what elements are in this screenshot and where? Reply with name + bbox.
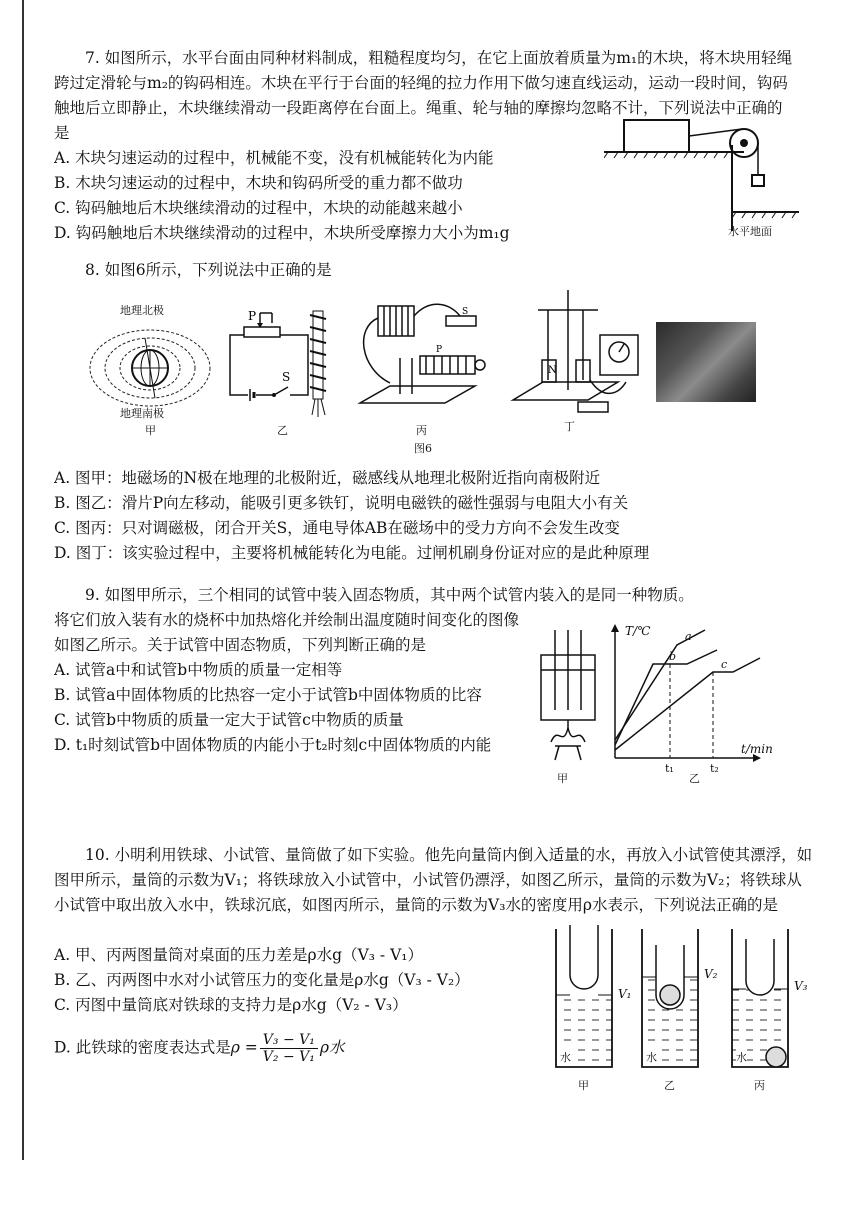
q9-curve-a-label: a bbox=[685, 630, 692, 643]
q9-x-axis-label: t/min bbox=[741, 742, 773, 756]
q9-stem-first bbox=[54, 583, 817, 608]
q7-option-b: B. 木块匀速运动的过程中，木块和钩码所受的重力都不做功 bbox=[54, 174, 463, 192]
q8-options bbox=[54, 466, 807, 566]
q10-option-a: A. 甲、丙两图量筒对桌面的压力差是ρ水g（V₃ - V₁） bbox=[54, 946, 423, 964]
svg-text:S: S bbox=[282, 370, 291, 384]
q9-option-a: A. 试管a中和试管b中物质的质量一定相等 bbox=[54, 661, 343, 679]
q8-fig-yi bbox=[222, 305, 342, 440]
q10-v1-label: V₁ bbox=[618, 987, 632, 1001]
page-margin-line bbox=[22, 0, 24, 1160]
q10-water-label-yi: 水 bbox=[646, 1051, 657, 1064]
q8-option-b: B. 图乙：滑片P向左移动，能吸引更多铁钉，说明电磁铁的磁性强弱与电阻大小有关 bbox=[54, 494, 629, 512]
fig-yi-label: 乙 bbox=[277, 424, 288, 437]
question-10 bbox=[54, 843, 817, 918]
q10-water-label-jia: 水 bbox=[560, 1051, 571, 1064]
q7-ground-label: 水平地面 bbox=[728, 225, 772, 238]
q7-figure bbox=[604, 115, 804, 245]
q10-v3-label: V₃ bbox=[794, 979, 808, 993]
question-9 bbox=[54, 608, 532, 758]
q8-option-a: A. 图甲：地磁场的N极在地理的北极附近，磁感线从地理北极附近指向南极附近 bbox=[54, 469, 601, 487]
q7-option-a: A. 木块匀速运动的过程中，机械能不变，没有机械能转化为内能 bbox=[54, 149, 494, 167]
svg-text:N: N bbox=[548, 365, 557, 376]
q9-tick-t2: t₂ bbox=[710, 762, 719, 775]
q9-curve-b-label: b bbox=[669, 650, 677, 663]
q10-frac-numerator: V₃ − V₁ bbox=[260, 1032, 318, 1049]
q9-y-axis-label: T/℃ bbox=[625, 624, 651, 638]
q10-cyl-yi-label: 乙 bbox=[664, 1079, 675, 1092]
q7-stem: 7. 如图所示，水平台面由同种材料制成，粗糙程度均匀，在它上面放着质量为m₁的木块，将木块用轻绳跨过定滑轮与m₂的钩码相连。木块在平行于台面的轻绳的拉力作用下做匀速直线运动，运动一段时间，钩码触地后立即静止，木块继续滑动一段距离停在台面上。绳重、轮与轴的摩擦均忽略不计，下列说法中正确的是 bbox=[54, 49, 793, 142]
q9-tick-t1: t₁ bbox=[665, 762, 674, 775]
q9-fig-jia-label: 甲 bbox=[557, 772, 568, 785]
q10-cyl-bing-label: 丙 bbox=[754, 1079, 765, 1092]
geo-north-label: 地理北极 bbox=[120, 304, 164, 317]
svg-text:P: P bbox=[436, 345, 443, 355]
q9-option-b: B. 试管a中固体物质的比热容一定小于试管b中固体物质的比容 bbox=[54, 686, 482, 704]
q7-option-c: C. 钩码触地后木块继续滑动的过程中，木块的动能越来越小 bbox=[54, 199, 463, 217]
q9-graph bbox=[605, 620, 775, 790]
q10-rho-water: ρ水 bbox=[319, 1038, 345, 1057]
q8-figure-title: 图6 bbox=[414, 442, 432, 455]
q9-fig-jia bbox=[533, 630, 603, 790]
geo-south-label: 地理南极 bbox=[120, 407, 164, 420]
q8-stem: 8. 如图6所示，下列说法中正确的是 bbox=[85, 261, 332, 279]
q10-option-c: C. 丙图中量筒底对铁球的支持力是ρ水g（V₂ - V₃） bbox=[54, 996, 408, 1014]
q10-frac-denominator: V₂ − V₁ bbox=[262, 1049, 315, 1065]
q10-v2-label: V₂ bbox=[704, 967, 718, 981]
q8-option-c: C. 图丙：只对调磁极，闭合开关S，通电导体AB在磁场中的受力方向不会发生改变 bbox=[54, 519, 620, 537]
q8-fig-jia bbox=[85, 300, 215, 440]
q10-cyl-jia-label: 甲 bbox=[578, 1079, 589, 1092]
question-8 bbox=[54, 258, 797, 283]
q7-option-d: D. 钩码触地后木块继续滑动的过程中，木块所受摩擦力大小为m₁g bbox=[54, 224, 510, 242]
q9-stem-line1: 9. 如图甲所示，三个相同的试管中装入固态物质，其中两个试管内装入的是同一种物质。 bbox=[85, 586, 694, 604]
q10-option-d-prefix: D. 此铁球的密度表达式是 bbox=[54, 1038, 231, 1057]
fig-ding-label: 丁 bbox=[564, 420, 575, 433]
q10-option-d bbox=[54, 1032, 547, 1065]
q10-water-label-bing: 水 bbox=[736, 1051, 747, 1064]
q10-options bbox=[54, 943, 547, 1065]
q8-photo bbox=[656, 322, 756, 402]
q10-figure bbox=[548, 925, 818, 1095]
q10-stem: 10. 小明利用铁球、小试管、量筒做了如下实验。他先向量筒内倒入适量的水，再放入小试管使其漂浮，如图甲所示，量筒的示数为V₁；将铁球放入小试管中，小试管仍漂浮，如图乙所示，量筒的示数为V₂；将铁球从小试管中取出放入水中，铁球沉底，如图丙所示，量筒的示数为V₃水的密度用ρ水表示，下列说法正确的是 bbox=[54, 846, 813, 914]
q8-fig-bing bbox=[350, 298, 500, 440]
q9-option-c: C. 试管b中物质的质量一定大于试管c中物质的质量 bbox=[54, 711, 404, 729]
svg-text:P: P bbox=[248, 309, 257, 323]
q8-option-d: D. 图丁：该实验过程中，主要将机械能转化为电能。过闸机刷身份证对应的是此种原理 bbox=[54, 544, 650, 562]
q9-curve-c-label: c bbox=[721, 658, 728, 671]
q10-rho: ρ = bbox=[230, 1038, 258, 1057]
q9-stem-rest: 将它们放入装有水的烧杯中加热熔化并绘制出温度随时间变化的图像如图乙所示。关于试管中固态物质，下列判断正确的是 bbox=[54, 611, 520, 654]
fig-bing-label: 丙 bbox=[416, 424, 427, 437]
q8-fig-ding bbox=[508, 290, 648, 440]
fig-jia-label: 甲 bbox=[145, 424, 156, 437]
q9-option-d: D. t₁时刻试管b中固体物质的内能小于t₂时刻c中固体物质的内能 bbox=[54, 736, 492, 754]
q9-graph-label: 乙 bbox=[689, 772, 700, 785]
q10-option-b: B. 乙、丙两图中水对小试管压力的变化量是ρ水g（V₃ - V₂） bbox=[54, 971, 470, 989]
svg-text:S: S bbox=[462, 307, 469, 317]
q10-fraction bbox=[260, 1032, 318, 1065]
